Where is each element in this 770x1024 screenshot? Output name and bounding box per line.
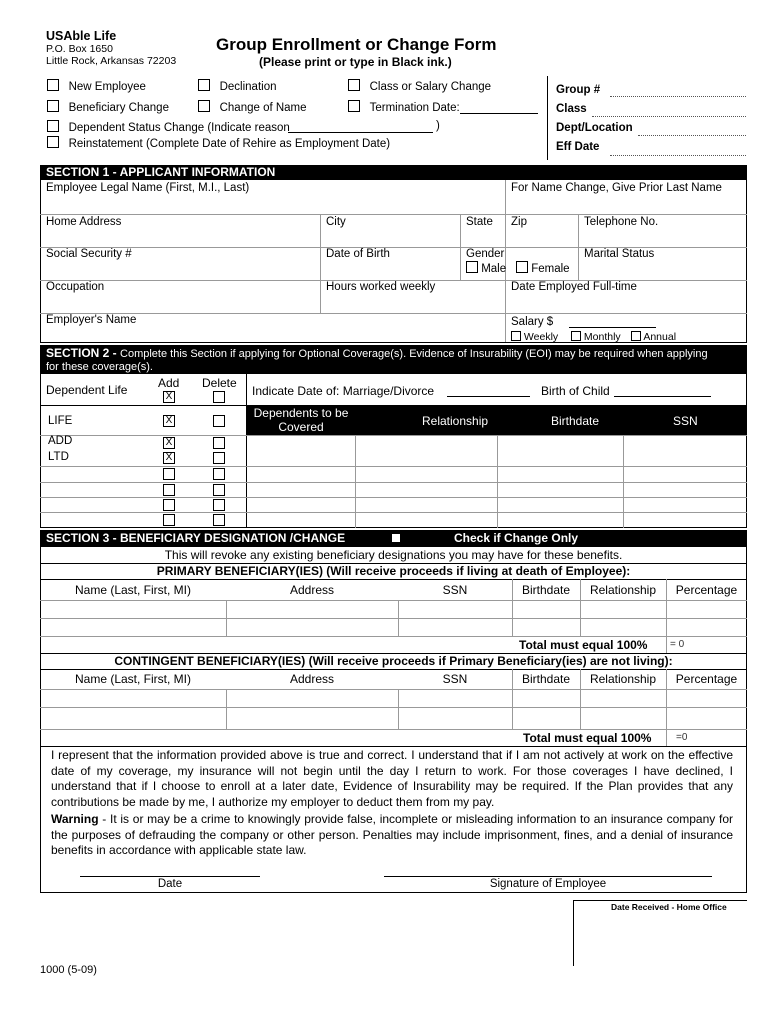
coverage-life-add-checkbox[interactable]: X xyxy=(163,415,175,427)
divider xyxy=(40,746,747,747)
coverage-row6-add-checkbox[interactable] xyxy=(163,499,175,511)
date-label: Date xyxy=(157,878,183,890)
section2-header xyxy=(40,345,747,373)
company-address-line1: P.O. Box 1650 xyxy=(46,43,113,55)
birth-of-child-label: Birth of Child xyxy=(541,384,610,398)
date-field[interactable] xyxy=(80,876,260,877)
state-label: State xyxy=(466,216,493,228)
declination-option[interactable] xyxy=(198,79,277,93)
contingent-beneficiary-header: CONTINGENT BENEFICIARY(IES) (Will receive proceeds if Primary Beneficiary(ies) are not living): xyxy=(114,654,673,668)
divider xyxy=(40,707,747,708)
divider xyxy=(40,466,747,467)
signature-field[interactable] xyxy=(384,876,712,877)
date-received-label: Date Received - Home Office xyxy=(611,902,727,912)
dependent-status-label: Dependent Status Change (Indicate reason xyxy=(68,122,290,134)
divider xyxy=(40,497,747,498)
annual-option[interactable] xyxy=(631,331,676,343)
divider xyxy=(573,900,574,966)
primary-address-column: Address xyxy=(289,583,335,597)
dependent-status-reason-field[interactable] xyxy=(288,132,433,133)
class-salary-label: Class or Salary Change xyxy=(369,81,492,93)
divider xyxy=(512,669,513,729)
dependent-life-label: Dependent Life xyxy=(46,383,128,397)
coverage-ltd-label: LTD xyxy=(48,451,69,463)
change-name-label: Change of Name xyxy=(219,102,307,114)
contingent-birthdate-column: Birthdate xyxy=(521,672,571,686)
primary-relationship-column: Relationship xyxy=(589,583,657,597)
divider xyxy=(40,618,747,619)
divider xyxy=(40,214,747,215)
dept-location-label: Dept/Location xyxy=(556,122,633,134)
primary-ssn-column: SSN xyxy=(442,583,468,597)
divider xyxy=(580,579,581,636)
male-label: Male xyxy=(481,263,507,275)
form-title: Group Enrollment or Change Form xyxy=(216,35,497,54)
monthly-option[interactable] xyxy=(571,331,621,343)
indicate-marriage-label: Indicate Date of: Marriage/Divorce xyxy=(252,384,435,398)
termination-date-field[interactable] xyxy=(460,113,538,114)
eff-date-field[interactable] xyxy=(610,155,746,156)
dependent-status-checkbox[interactable] xyxy=(47,120,59,132)
company-address-line2: Little Rock, Arkansas 72203 xyxy=(46,55,177,67)
primary-total-label: Total must equal 100% xyxy=(519,638,648,652)
primary-total-value: = 0 xyxy=(670,639,685,650)
divider xyxy=(40,579,747,580)
coverage-row4-add-checkbox[interactable] xyxy=(163,468,175,480)
annual-checkbox[interactable] xyxy=(631,331,641,341)
coverage-life-label: LIFE xyxy=(48,415,73,427)
dept-location-field[interactable] xyxy=(638,135,746,136)
occupation-label: Occupation xyxy=(46,281,105,293)
divider xyxy=(497,435,498,528)
divider xyxy=(320,214,321,314)
dependents-covered-line2: Covered xyxy=(278,420,324,434)
revoke-notice: This will revoke any existing beneficiary designations you may have for these benefits. xyxy=(164,548,623,562)
female-checkbox[interactable] xyxy=(516,261,528,273)
divider xyxy=(623,435,624,528)
contingent-total-value: =0 xyxy=(676,732,688,743)
coverage-ltd-add-checkbox[interactable]: X xyxy=(163,452,175,464)
divider xyxy=(40,482,747,483)
dob-label: Date of Birth xyxy=(326,248,390,260)
class-field[interactable] xyxy=(592,116,746,117)
class-label: Class xyxy=(556,103,587,115)
contingent-relationship-column: Relationship xyxy=(589,672,657,686)
beneficiary-change-option[interactable] xyxy=(47,100,169,114)
ssn-label: Social Security # xyxy=(46,248,132,260)
dependent-life-delete-checkbox[interactable] xyxy=(213,391,225,403)
female-label: Female xyxy=(531,263,570,275)
divider xyxy=(246,373,247,528)
coverage-row5-add-checkbox[interactable] xyxy=(163,484,175,496)
weekly-label: Weekly xyxy=(523,331,559,343)
salary-field[interactable] xyxy=(569,327,656,328)
class-salary-option[interactable] xyxy=(348,79,491,93)
legal-name-label: Employee Legal Name (First, M.I., Last) xyxy=(46,182,250,194)
divider xyxy=(40,512,747,513)
dependent-life-add-checkbox[interactable]: X xyxy=(163,391,175,403)
ssn-header: SSN xyxy=(673,414,698,428)
form-subtitle: (Please print or type in Black ink.) xyxy=(259,55,452,69)
contingent-address-column: Address xyxy=(289,672,335,686)
group-info-divider xyxy=(547,76,548,160)
zip-label: Zip xyxy=(511,216,527,228)
divider xyxy=(40,669,747,670)
signature-label: Signature of Employee xyxy=(489,878,607,890)
new-employee-label: New Employee xyxy=(68,81,146,93)
coverage-row5-delete-checkbox[interactable] xyxy=(213,484,225,496)
class-salary-checkbox[interactable] xyxy=(348,79,360,91)
divider xyxy=(40,689,747,690)
section3-header xyxy=(40,530,747,546)
eff-date-label: Eff Date xyxy=(556,141,600,153)
divider xyxy=(226,600,227,636)
dependent-status-option[interactable] xyxy=(47,120,290,134)
divider xyxy=(226,689,227,729)
section2-description: Complete this Section if applying for Optional Coverage(s). Evidence of Insurability (EOI) may be required when applying xyxy=(120,348,708,360)
coverage-row7-add-checkbox[interactable] xyxy=(163,514,175,526)
termination-option[interactable] xyxy=(348,100,460,114)
divider xyxy=(40,636,747,637)
check-change-checkbox[interactable] xyxy=(392,534,400,542)
warning-label: Warning xyxy=(51,812,99,826)
coverage-row7-delete-checkbox[interactable] xyxy=(213,514,225,526)
annual-label: Annual xyxy=(643,331,677,343)
gender-male-option[interactable] xyxy=(466,261,506,275)
beneficiary-change-label: Beneficiary Change xyxy=(68,102,169,114)
divider xyxy=(666,579,667,653)
coverage-add-label: ADD xyxy=(48,435,73,447)
reinstatement-checkbox[interactable] xyxy=(47,136,59,148)
form-number: 1000 (5-09) xyxy=(40,964,97,976)
divider xyxy=(505,180,506,214)
new-employee-option[interactable] xyxy=(47,79,146,93)
prior-name-label: For Name Change, Give Prior Last Name xyxy=(511,182,722,194)
gender-label: Gender xyxy=(466,248,505,260)
change-name-checkbox[interactable] xyxy=(198,100,210,112)
company-name: USAble Life xyxy=(46,29,117,43)
coverage-row6-delete-checkbox[interactable] xyxy=(213,499,225,511)
birthdate-header: Birthdate xyxy=(551,414,600,428)
certification-statement: I represent that the information provided above is true and correct. I understand that if I am not actively at work on the effective date of my coverage, my insurance will not begin until the day I return to work. For those coverages I have declined, I understand that if I choose to enroll at a later date, Evidence of Insurability may be required. If the Plan provides that any contributions be made by me, I authorize my employer to deduct them from my pay. xyxy=(51,748,733,809)
delete-column-label: Delete xyxy=(202,376,237,390)
contingent-total-label: Total must equal 100% xyxy=(523,731,652,745)
termination-checkbox[interactable] xyxy=(348,100,360,112)
divider xyxy=(40,729,747,730)
section3-title: SECTION 3 - BENEFICIARY DESIGNATION /CHANGE xyxy=(46,531,346,545)
warning-statement xyxy=(51,812,733,859)
coverage-ltd-delete-checkbox[interactable] xyxy=(213,452,225,464)
male-checkbox[interactable] xyxy=(466,261,478,273)
weekly-checkbox[interactable] xyxy=(511,331,521,341)
date-employed-label: Date Employed Full-time xyxy=(511,281,637,293)
monthly-checkbox[interactable] xyxy=(571,331,581,341)
divider xyxy=(512,579,513,636)
warning-text: - It is or may be a crime to knowingly provide false, incomplete or misleading information to an insurance company for the purposes of defrauding the company or other person. Penalties may include imprisonment, fines, and a denial of insurance benefits in accordance with applicable state law. xyxy=(51,812,733,857)
primary-beneficiary-header: PRIMARY BENEFICIARY(IES) (Will receive proceeds if living at death of Employee): xyxy=(156,564,631,578)
section2-description-line2: for these coverage(s). xyxy=(46,361,153,373)
primary-percentage-column: Percentage xyxy=(675,583,738,597)
marital-status-label: Marital Status xyxy=(584,248,655,260)
telephone-label: Telephone No. xyxy=(584,216,659,228)
section2-title: SECTION 2 - xyxy=(46,346,121,360)
group-number-field[interactable] xyxy=(610,96,746,97)
primary-birthdate-column: Birthdate xyxy=(521,583,571,597)
new-employee-checkbox[interactable] xyxy=(47,79,59,91)
declination-label: Declination xyxy=(219,81,277,93)
divider xyxy=(505,214,506,342)
reinstatement-label: Reinstatement (Complete Date of Rehire as Employment Date) xyxy=(68,138,391,150)
divider xyxy=(40,313,747,314)
coverage-row4-delete-checkbox[interactable] xyxy=(213,468,225,480)
add-column-label: Add xyxy=(158,376,180,390)
dependents-covered-header xyxy=(247,406,355,434)
termination-label: Termination Date: xyxy=(369,102,460,114)
coverage-add-delete-checkbox[interactable] xyxy=(213,437,225,449)
divider xyxy=(40,435,747,436)
group-number-label: Group # xyxy=(556,84,601,96)
primary-name-column: Name (Last, First, MI) xyxy=(74,583,191,597)
divider xyxy=(573,900,747,901)
beneficiary-change-checkbox[interactable] xyxy=(47,100,59,112)
dependents-covered-line1: Dependents to be xyxy=(253,406,349,420)
divider xyxy=(580,669,581,729)
hours-worked-label: Hours worked weekly xyxy=(326,281,436,293)
divider xyxy=(40,600,747,601)
section1-header: SECTION 1 - APPLICANT INFORMATION xyxy=(40,165,747,180)
change-name-option[interactable] xyxy=(198,100,307,114)
declination-checkbox[interactable] xyxy=(198,79,210,91)
relationship-header: Relationship xyxy=(422,414,489,428)
contingent-percentage-column: Percentage xyxy=(675,672,738,686)
employer-name-label: Employer's Name xyxy=(46,314,137,326)
city-label: City xyxy=(326,216,346,228)
divider xyxy=(666,669,667,746)
weekly-option[interactable] xyxy=(511,331,558,343)
divider xyxy=(398,689,399,729)
coverage-life-delete-checkbox[interactable] xyxy=(213,415,225,427)
divider xyxy=(398,600,399,636)
salary-label: Salary $ xyxy=(511,316,554,328)
gender-female-option[interactable] xyxy=(516,261,570,275)
contingent-ssn-column: SSN xyxy=(442,672,468,686)
divider xyxy=(355,435,356,528)
coverage-add-add-checkbox[interactable]: X xyxy=(163,437,175,449)
dependent-status-close-paren: ) xyxy=(436,120,440,132)
monthly-label: Monthly xyxy=(583,331,621,343)
reinstatement-option[interactable] xyxy=(47,136,390,150)
check-change-label: Check if Change Only xyxy=(454,531,579,545)
marriage-divorce-date-field[interactable] xyxy=(447,396,530,397)
contingent-name-column: Name (Last, First, MI) xyxy=(74,672,191,686)
home-address-label: Home Address xyxy=(46,216,122,228)
birth-of-child-date-field[interactable] xyxy=(614,396,711,397)
